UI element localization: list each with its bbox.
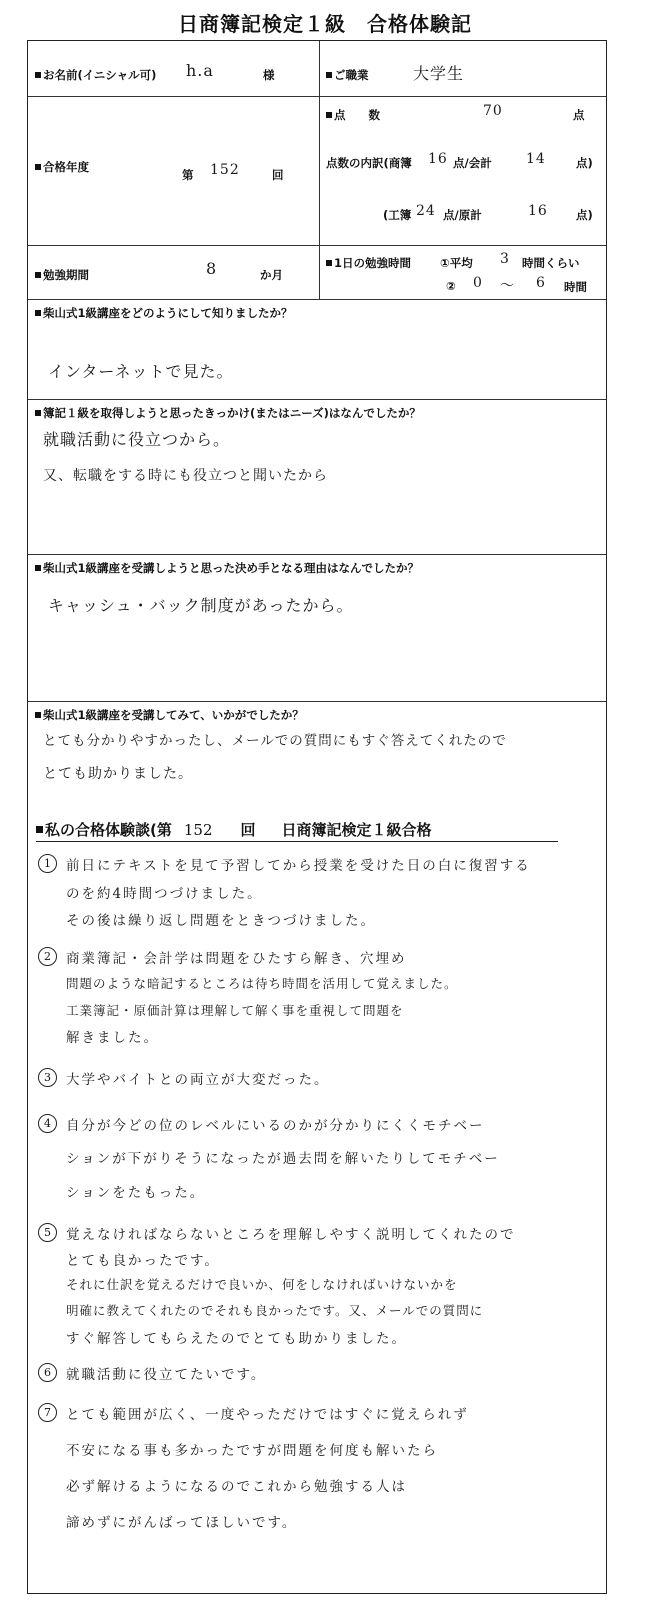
story-line: ションが下がりそうになったが過去問を解いたりしてモチベー <box>66 1151 500 1167</box>
answer-impression-2: とても助かりました。 <box>43 766 193 782</box>
form-sheet <box>27 40 607 1594</box>
breakdown-shobo: 16 <box>428 151 448 167</box>
year-prefix: 第 <box>182 168 194 182</box>
daily-avg-unit: 時間くらい <box>522 256 580 270</box>
daily-range-from: 0 <box>473 275 483 291</box>
breakdown-mid2: 点/原計 <box>443 208 482 222</box>
story-item-number: 2 <box>38 947 57 966</box>
answer-motivation-1: 就職活動に役立つから。 <box>43 430 231 449</box>
breakdown-mid1: 点/会計 <box>453 156 492 170</box>
score-unit: 点 <box>573 108 585 122</box>
story-line: 工業簿記・原価計算は理解して解く事を重視して問題を <box>66 1003 404 1018</box>
story-heading: 私の合格体験談(第 152 回 日商簿記検定１級合格 <box>36 819 432 840</box>
row-divider <box>28 554 606 555</box>
daily-range-to: 6 <box>536 275 546 291</box>
row-divider <box>28 96 606 97</box>
question-impression: 柴山式1級講座を受講してみて、いかがでしたか？ <box>35 707 304 723</box>
story-line: すぐ解答してもらえたのでとても助かりました。 <box>66 1331 407 1347</box>
daily-range-label: ② <box>446 279 456 293</box>
story-heading-number: 152 <box>183 821 213 839</box>
column-divider <box>319 41 320 299</box>
score-value: 70 <box>483 103 503 119</box>
period-value: 8 <box>206 259 218 278</box>
story-line: 大学やバイトとの両立が大変だった。 <box>66 1072 330 1088</box>
job-label: ご職業 <box>326 67 369 83</box>
answer-how-found: インターネットで見た。 <box>48 362 234 381</box>
daily-label: 1日の勉強時間 <box>326 255 411 271</box>
story-item-number: 1 <box>38 854 57 873</box>
story-line: 就職活動に役立てたいです。 <box>66 1367 267 1383</box>
row-divider <box>28 245 606 246</box>
story-line: その後は繰り返し問題をときつづけました。 <box>66 913 376 929</box>
row-divider <box>28 299 606 300</box>
story-heading-underline <box>36 841 558 842</box>
daily-range-tilde: ～ <box>500 278 515 294</box>
question-decision: 柴山式1級講座を受講しようと思った決め手となる理由はなんでしたか？ <box>35 560 419 576</box>
score-label: 点 数 <box>326 107 380 123</box>
story-line: それに仕訳を覚えるだけで良いか、何をしなければいけないかを <box>66 1277 458 1292</box>
year-label: 合格年度 <box>35 159 89 175</box>
story-line: 不安になる事も多かったですが問題を何度も解いたら <box>66 1443 438 1459</box>
breakdown-label: 点数の内訳(商簿 <box>326 156 412 170</box>
story-item-number: 7 <box>38 1403 57 1422</box>
story-line: とても範囲が広く、一度やっただけではすぐに覚えられず <box>66 1407 469 1423</box>
story-line: 商業簿記・会計学は問題をひたすら解き、穴埋め <box>66 951 407 967</box>
story-item-number: 5 <box>38 1223 57 1242</box>
story-item-number: 4 <box>38 1114 57 1133</box>
row-divider <box>28 399 606 400</box>
year-unit: 回 <box>272 168 284 182</box>
story-line: 覚えなければならないところを理解しやすく説明してくれたので <box>66 1227 516 1243</box>
story-line: 前日にテキストを見て予習してから授業を受けた日の白に復習する <box>66 858 531 874</box>
name-value: h.a <box>186 61 214 80</box>
period-label: 勉強期間 <box>35 267 89 283</box>
row-divider <box>28 701 606 702</box>
story-line: 明確に教えてくれたのでそれも良かったです。又、メールでの質問に <box>66 1303 484 1318</box>
job-value: 大学生 <box>413 64 465 83</box>
story-item-number: 3 <box>38 1068 57 1087</box>
story-line: 問題のような暗記するところは待ち時間を活用して覚えました。 <box>66 976 458 991</box>
answer-motivation-2: 又、転職をする時にも役立つと聞いたから <box>43 468 328 484</box>
name-suffix: 様 <box>263 68 275 82</box>
breakdown-end1: 点) <box>576 156 593 170</box>
daily-range-unit: 時間 <box>564 280 587 294</box>
breakdown-kobo: 24 <box>416 203 436 219</box>
question-how-found: 柴山式1級講座をどのようにして知りましたか？ <box>35 305 293 321</box>
breakdown-genkei: 16 <box>528 203 548 219</box>
breakdown-end2: 点) <box>576 208 593 222</box>
period-unit: か月 <box>260 268 283 282</box>
story-line: とても良かったです。 <box>66 1253 220 1269</box>
story-line: のを約4時間つづけました。 <box>66 886 263 902</box>
year-value: 152 <box>210 162 240 178</box>
story-line: 諦めずにがんばってほしいです。 <box>66 1515 298 1531</box>
name-label: お名前(イニシャル可) <box>35 67 156 83</box>
story-item-number: 6 <box>38 1363 57 1382</box>
breakdown-kaikei: 14 <box>526 151 546 167</box>
breakdown-label2: (工簿 <box>383 208 412 222</box>
daily-avg-value: 3 <box>500 251 510 267</box>
story-line: 解きました。 <box>66 1030 159 1046</box>
story-line: 必ず解けるようになるのでこれから勉強する人は <box>66 1479 407 1495</box>
story-line: ションをたもった。 <box>66 1185 206 1201</box>
answer-decision: キャッシュ・バック制度があったから。 <box>48 596 354 615</box>
question-motivation: 簿記１級を取得しようと思ったきっかけ(またはニーズ)はなんでしたか？ <box>35 405 421 421</box>
daily-avg-label: ①平均 <box>440 256 473 270</box>
page-title: 日商簿記検定１級 合格体験記 <box>178 12 472 36</box>
story-line: 自分が今どの位のレベルにいるのかが分かりにくくモチベー <box>66 1118 485 1134</box>
answer-impression-1: とても分かりやすかったし、メールでの質問にもすぐ答えてくれたので <box>43 733 507 749</box>
